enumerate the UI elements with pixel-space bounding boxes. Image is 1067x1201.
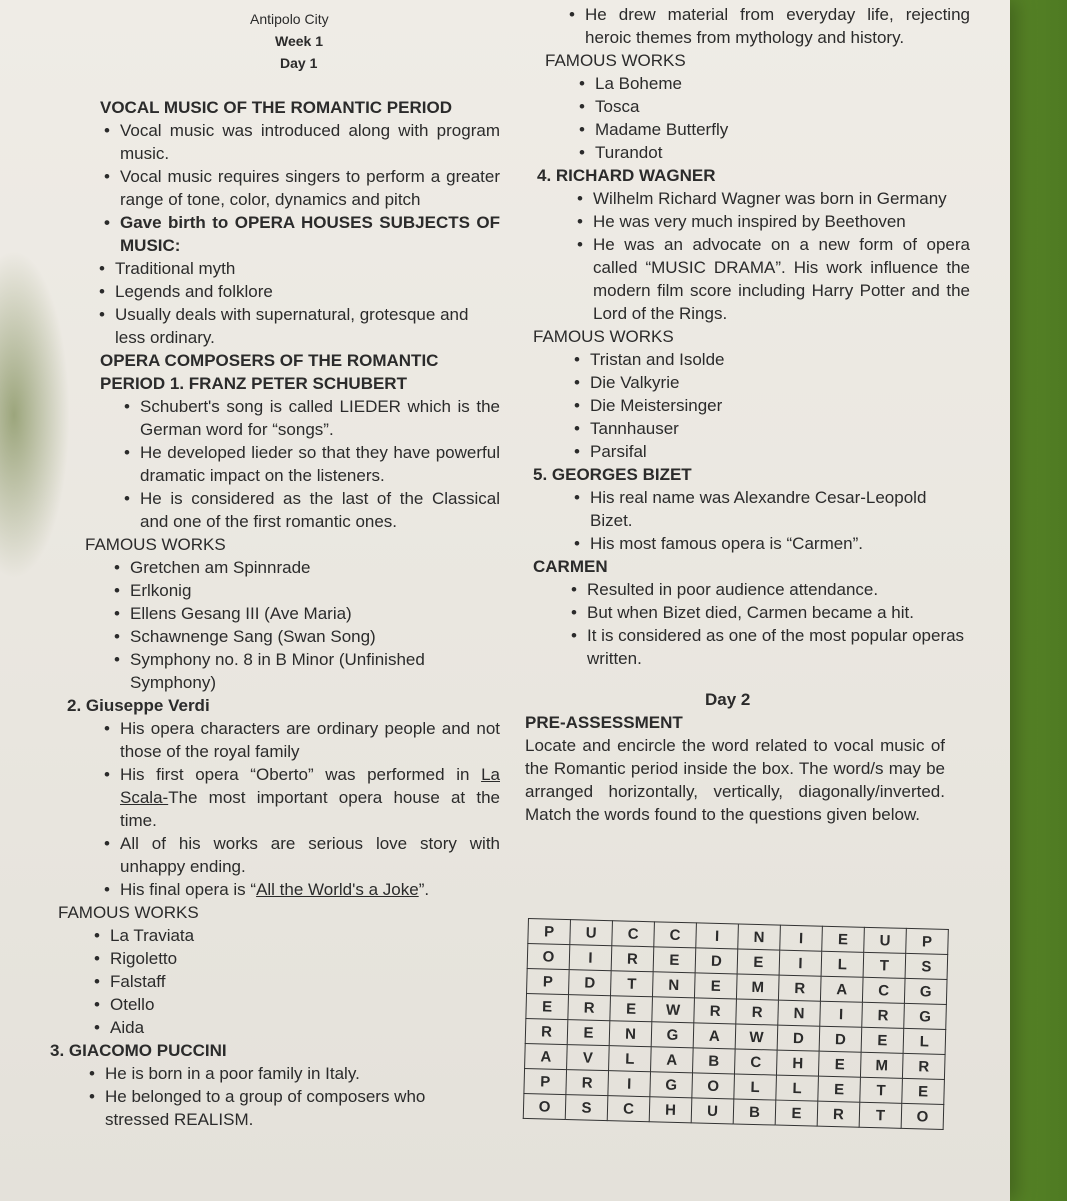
header-day: Day 1 bbox=[280, 55, 318, 71]
list-item: • Ellens Gesang III (Ave Maria) bbox=[110, 602, 500, 625]
word-search-cell[interactable]: T bbox=[863, 952, 906, 978]
verdi-4-post: ”. bbox=[418, 880, 430, 899]
list-item: • Tannhauser bbox=[570, 417, 970, 440]
word-search-cell[interactable]: B bbox=[693, 1048, 736, 1074]
bizet-list bbox=[525, 486, 970, 555]
word-search-cell[interactable]: I bbox=[820, 1001, 863, 1027]
word-search-cell[interactable]: D bbox=[695, 948, 738, 974]
left-column bbox=[50, 8, 500, 1131]
list-item: • It is considered as one of the most popular operas written. bbox=[567, 624, 970, 670]
verdi-heading: 2. Giuseppe Verdi bbox=[67, 696, 210, 715]
list-item: • Wilhelm Richard Wagner was born in Germany bbox=[573, 187, 970, 210]
word-search-cell[interactable]: R bbox=[525, 1018, 568, 1044]
word-search-cell[interactable]: G bbox=[904, 978, 947, 1004]
word-search-cell[interactable]: R bbox=[902, 1053, 945, 1079]
wagner-works-list bbox=[525, 348, 970, 463]
puccini-continued-list bbox=[525, 3, 970, 49]
verdi-works-list bbox=[50, 924, 500, 1039]
word-search-cell[interactable]: T bbox=[610, 971, 653, 997]
list-item: • Schawnenge Sang (Swan Song) bbox=[110, 625, 500, 648]
word-search-cell[interactable]: E bbox=[653, 947, 696, 973]
subjects-list bbox=[50, 257, 500, 349]
list-item: • Madame Butterfly bbox=[575, 118, 970, 141]
word-search-cell[interactable]: L bbox=[609, 1046, 652, 1072]
list-item: • His most famous opera is “Carmen”. bbox=[570, 532, 970, 555]
word-search-cell[interactable]: G bbox=[650, 1072, 693, 1098]
word-search-cell[interactable]: E bbox=[567, 1020, 610, 1046]
list-item: • All of his works are serious love story with unhappy ending. bbox=[100, 832, 500, 878]
preassessment-heading: PRE-ASSESSMENT bbox=[525, 713, 683, 732]
list-item: • Turandot bbox=[575, 141, 970, 164]
word-search-cell[interactable]: U bbox=[864, 927, 907, 953]
word-search-cell[interactable]: E bbox=[818, 1076, 861, 1102]
bizet-heading: 5. GEORGES BIZET bbox=[533, 465, 692, 484]
word-search-cell[interactable]: N bbox=[738, 924, 781, 950]
list-item: • He was an advocate on a new form of opera called “MUSIC DRAMA”. His work influence the modern film score including Harry Potter and the Lord of the Rings. bbox=[573, 233, 970, 325]
word-search-cell[interactable]: E bbox=[610, 996, 653, 1022]
list-item: • Vocal music was introduced along with program music. bbox=[100, 119, 500, 165]
puccini-list bbox=[50, 1062, 475, 1131]
section-title: VOCAL MUSIC OF THE ROMANTIC PERIOD bbox=[100, 98, 452, 117]
word-search-cell[interactable]: D bbox=[777, 1025, 820, 1051]
word-search-cell[interactable]: R bbox=[736, 999, 779, 1025]
word-search-cell[interactable]: S bbox=[565, 1095, 608, 1121]
list-item: • Die Meistersinger bbox=[570, 394, 970, 417]
word-search-cell[interactable]: T bbox=[860, 1077, 903, 1103]
list-item: • His opera characters are ordinary people and not those of the royal family bbox=[100, 717, 500, 763]
word-search-cell[interactable]: I bbox=[780, 925, 823, 951]
schubert-works-list bbox=[50, 556, 500, 694]
word-search-cell[interactable]: C bbox=[612, 921, 655, 947]
word-search-cell[interactable]: W bbox=[652, 997, 695, 1023]
word-search-cell[interactable]: H bbox=[776, 1050, 819, 1076]
verdi-4-pre: His final opera is “ bbox=[120, 880, 257, 899]
list-item: • Erlkonig bbox=[110, 579, 500, 602]
word-search-cell[interactable]: D bbox=[569, 970, 612, 996]
word-search-cell[interactable]: L bbox=[821, 951, 864, 977]
word-search-cell[interactable]: I bbox=[608, 1071, 651, 1097]
list-item: • Aida bbox=[90, 1016, 500, 1039]
preassessment-instructions: Locate and encircle the word related to vocal music of the Romantic period inside the box. The word/s may be arranged horizontally, vertically, diagonally/inverted. Match the words found to the questions given below. bbox=[525, 736, 945, 824]
list-item: • Resulted in poor audience attendance. bbox=[567, 578, 970, 601]
word-search-cell[interactable]: I bbox=[569, 945, 612, 971]
list-item: • Vocal music requires singers to perform a greater range of tone, color, dynamics and pitch bbox=[100, 165, 500, 211]
list-item: • But when Bizet died, Carmen became a hit. bbox=[567, 601, 970, 624]
puccini-works-list bbox=[525, 72, 970, 164]
list-item: • Otello bbox=[90, 993, 500, 1016]
list-item: • His real name was Alexandre Cesar-Leopold Bizet. bbox=[570, 486, 970, 532]
verdi-2-pre: His first opera “Oberto” was performed in bbox=[120, 765, 482, 784]
word-search-cell[interactable]: P bbox=[527, 968, 570, 994]
word-search-cell[interactable]: C bbox=[654, 922, 697, 948]
word-search-cell[interactable]: P bbox=[524, 1068, 567, 1094]
word-search-cell[interactable]: E bbox=[902, 1078, 945, 1104]
word-search-cell[interactable]: D bbox=[819, 1026, 862, 1052]
word-search-cell[interactable]: L bbox=[734, 1074, 777, 1100]
word-search-cell[interactable]: U bbox=[691, 1098, 734, 1124]
word-search-cell[interactable]: R bbox=[694, 998, 737, 1024]
word-search-cell[interactable]: E bbox=[694, 973, 737, 999]
word-search-cell[interactable]: A bbox=[651, 1047, 694, 1073]
list-item: • Symphony no. 8 in B Minor (Unfinished Symphony) bbox=[110, 648, 500, 694]
word-search-cell[interactable]: W bbox=[735, 1024, 778, 1050]
intro-list bbox=[50, 119, 500, 257]
word-search-cell[interactable]: R bbox=[862, 1002, 905, 1028]
wagner-heading: 4. RICHARD WAGNER bbox=[537, 166, 716, 185]
list-item bbox=[100, 878, 500, 901]
word-search-cell[interactable]: B bbox=[733, 1099, 776, 1125]
word-search-cell[interactable]: R bbox=[611, 946, 654, 972]
list-item: • La Boheme bbox=[575, 72, 970, 95]
list-item: • Legends and folklore bbox=[95, 280, 500, 303]
word-search-cell[interactable]: O bbox=[527, 944, 570, 970]
word-search-cell[interactable]: M bbox=[860, 1052, 903, 1078]
la-scala-underlined: La Scala- bbox=[120, 765, 500, 807]
word-search-cell[interactable]: U bbox=[570, 920, 613, 946]
final-opera-underlined: All the World's a Joke bbox=[256, 880, 419, 899]
list-item bbox=[100, 763, 500, 832]
word-search-cell[interactable]: I bbox=[696, 923, 739, 949]
word-search-cell[interactable]: A bbox=[693, 1023, 736, 1049]
list-item: • Tosca bbox=[575, 95, 970, 118]
list-item: • Traditional myth bbox=[95, 257, 500, 280]
word-search-cell[interactable]: H bbox=[649, 1097, 692, 1123]
word-search-cell[interactable]: O bbox=[692, 1073, 735, 1099]
list-item: • Parsifal bbox=[570, 440, 970, 463]
list-item: • Gave birth to OPERA HOUSES SUBJECTS OF MUSIC: bbox=[100, 211, 500, 257]
list-item: • He belonged to a group of composers who stressed REALISM. bbox=[85, 1085, 475, 1131]
list-item: • Gretchen am Spinnrade bbox=[110, 556, 500, 579]
list-item: • He was very much inspired by Beethoven bbox=[573, 210, 970, 233]
puccini-heading: 3. GIACOMO PUCCINI bbox=[50, 1041, 227, 1060]
wagner-list bbox=[525, 187, 970, 325]
word-search-cell[interactable]: O bbox=[901, 1103, 944, 1129]
word-search-cell[interactable]: E bbox=[822, 926, 865, 952]
word-search-grid bbox=[523, 918, 949, 1130]
word-search-cell[interactable]: R bbox=[778, 975, 821, 1001]
list-item: • He is born in a poor family in Italy. bbox=[85, 1062, 475, 1085]
day-2-label: Day 2 bbox=[705, 690, 751, 709]
list-item: • He is considered as the last of the Classical and one of the first romantic ones. bbox=[120, 487, 500, 533]
header-week: Week 1 bbox=[275, 33, 323, 49]
header-location: Antipolo City bbox=[250, 11, 329, 27]
word-search-cell[interactable]: G bbox=[904, 1003, 947, 1029]
composers-heading: OPERA COMPOSERS OF THE ROMANTIC PERIOD 1. FRANZ PETER SCHUBERT bbox=[100, 351, 439, 393]
word-search-cell[interactable]: L bbox=[776, 1075, 819, 1101]
word-search-cell[interactable]: V bbox=[567, 1045, 610, 1071]
famous-works-label: FAMOUS WORKS bbox=[545, 51, 686, 70]
word-search-cell[interactable]: S bbox=[905, 953, 948, 979]
right-column bbox=[525, 3, 970, 826]
famous-works-label: FAMOUS WORKS bbox=[85, 535, 226, 554]
word-search-cell[interactable]: E bbox=[818, 1051, 861, 1077]
word-search-cell[interactable]: E bbox=[737, 949, 780, 975]
list-item: • He developed lieder so that they have powerful dramatic impact on the listeners. bbox=[120, 441, 500, 487]
list-item: • Tristan and Isolde bbox=[570, 348, 970, 371]
word-search-cell[interactable]: C bbox=[607, 1096, 650, 1122]
word-search-cell[interactable]: L bbox=[903, 1028, 946, 1054]
list-item: • Falstaff bbox=[90, 970, 500, 993]
word-search-cell[interactable]: N bbox=[778, 1000, 821, 1026]
word-search-cell[interactable]: N bbox=[652, 972, 695, 998]
word-search-cell[interactable]: A bbox=[525, 1043, 568, 1069]
list-item: • Usually deals with supernatural, grotesque and less ordinary. bbox=[95, 303, 500, 349]
word-search-cell[interactable]: E bbox=[775, 1100, 818, 1126]
list-item: • He drew material from everyday life, rejecting heroic themes from mythology and history. bbox=[565, 3, 970, 49]
word-search-cell[interactable]: R bbox=[566, 1070, 609, 1096]
list-item: • Die Valkyrie bbox=[570, 371, 970, 394]
word-search-cell[interactable]: P bbox=[906, 928, 949, 954]
word-search-cell[interactable]: C bbox=[734, 1049, 777, 1075]
word-search-cell[interactable]: P bbox=[528, 919, 571, 945]
carmen-list bbox=[525, 578, 970, 670]
word-search-cell[interactable]: M bbox=[736, 974, 779, 1000]
word-search-cell[interactable]: O bbox=[523, 1093, 566, 1119]
schubert-list bbox=[50, 395, 500, 533]
word-search-cell[interactable]: N bbox=[609, 1021, 652, 1047]
list-item: • Schubert's song is called LIEDER which is the German word for “songs”. bbox=[120, 395, 500, 441]
word-search-cell[interactable]: E bbox=[526, 993, 569, 1019]
carmen-heading: CARMEN bbox=[533, 557, 608, 576]
list-item: • Rigoletto bbox=[90, 947, 500, 970]
word-search-cell[interactable]: R bbox=[817, 1101, 860, 1127]
word-search-cell[interactable]: T bbox=[859, 1102, 902, 1128]
word-search-cell[interactable]: A bbox=[820, 976, 863, 1002]
word-search-cell[interactable]: C bbox=[862, 977, 905, 1003]
word-search-cell[interactable]: G bbox=[651, 1022, 694, 1048]
verdi-list bbox=[50, 717, 500, 901]
verdi-2-post: The most important opera house at the time. bbox=[120, 788, 500, 830]
word-search-cell[interactable]: E bbox=[861, 1027, 904, 1053]
word-search-cell[interactable]: R bbox=[568, 995, 611, 1021]
famous-works-label: FAMOUS WORKS bbox=[58, 903, 199, 922]
list-item: • La Traviata bbox=[90, 924, 500, 947]
famous-works-label: FAMOUS WORKS bbox=[533, 327, 674, 346]
word-search-cell[interactable]: I bbox=[779, 950, 822, 976]
